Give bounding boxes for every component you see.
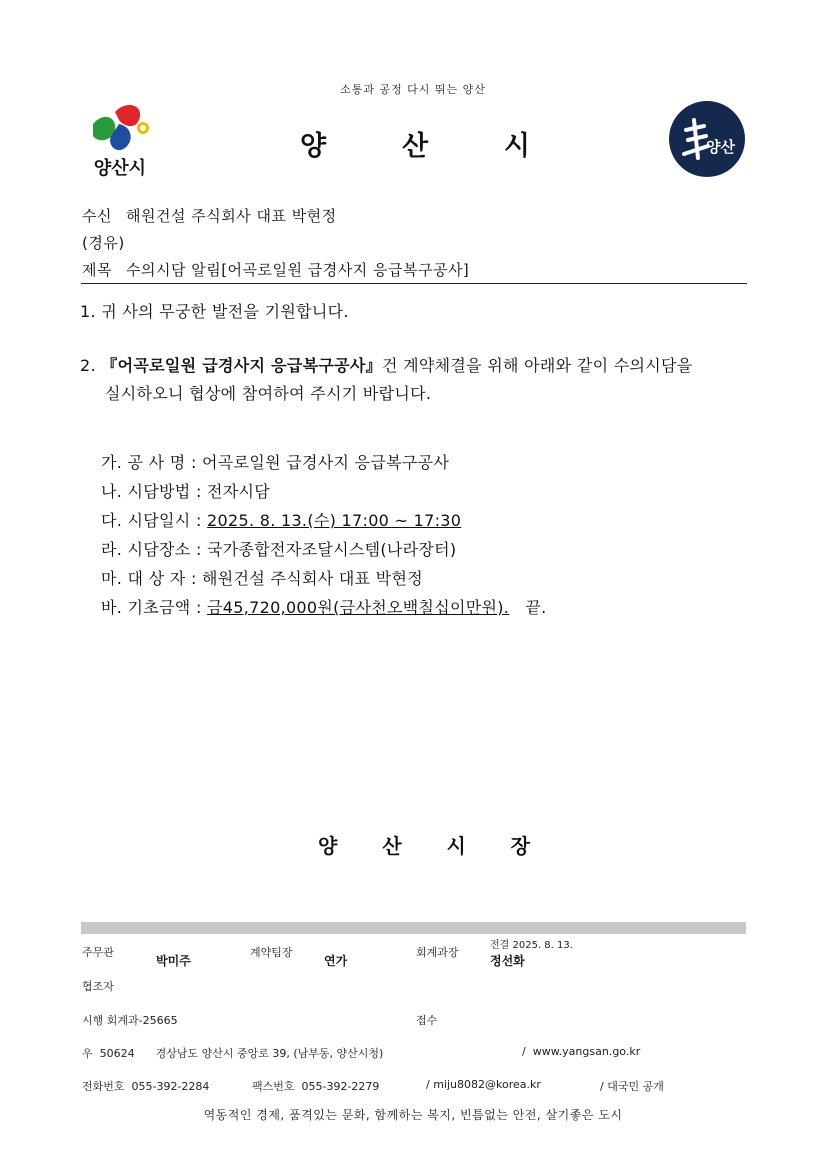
signature bbox=[318, 830, 530, 859]
section-head-label: 회계과장 bbox=[416, 946, 459, 959]
org-char: 산 bbox=[401, 131, 429, 162]
city-logo bbox=[85, 102, 157, 182]
organization-title bbox=[300, 124, 530, 163]
recipient-label: 수신 bbox=[82, 207, 112, 225]
team-lead-label: 계약팀장 bbox=[250, 946, 293, 959]
item-value: 금45,720,000원(금사천오백칠십이만원). bbox=[207, 598, 510, 617]
enforcement-number: 시행 회계과-25665 bbox=[82, 1014, 178, 1027]
item-value: 해원건설 주식회사 대표 박현정 bbox=[202, 569, 424, 588]
city-brand-emblem bbox=[668, 100, 746, 178]
sig-char: 산 bbox=[382, 834, 402, 858]
website-link[interactable]: / www.yangsan.go.kr bbox=[522, 1045, 641, 1058]
item-value: 어곡로일원 급경사지 응급복구공사 bbox=[202, 453, 450, 472]
paragraph-2-line-2: 실시하오니 협상에 참여하여 주시기 바랍니다. bbox=[105, 384, 432, 403]
list-item bbox=[101, 566, 423, 589]
item-label: 라. 시담장소 : bbox=[101, 540, 202, 559]
org-char: 시 bbox=[503, 131, 530, 162]
team-lead-name: 연가 bbox=[324, 954, 348, 968]
item-value: 2025. 8. 13.(수) 17:00 ~ 17:30 bbox=[207, 511, 462, 530]
paragraph-2 bbox=[80, 352, 750, 380]
p2-rest: 건 계약체결을 위해 아래와 같이 수의시담을 bbox=[381, 356, 693, 375]
approval-date: 전결 2025. 8. 13. bbox=[490, 940, 573, 951]
recipient-line bbox=[82, 205, 337, 226]
subject: 수의시담 알림[어곡로일원 급경사지 응급복구공사] bbox=[125, 261, 470, 279]
item-label: 나. 시담방법 : bbox=[101, 482, 202, 501]
sig-char: 시 bbox=[446, 834, 466, 858]
cooperator-label: 협조자 bbox=[82, 980, 114, 993]
p2-prefix: 2. bbox=[80, 356, 102, 375]
item-value: 국가종합전자조달시스템(나라장터) bbox=[207, 540, 457, 559]
recipient: 해원건설 주식회사 대표 박현정 bbox=[125, 207, 337, 225]
drafter-name: 박미주 bbox=[156, 954, 191, 968]
subject-line bbox=[82, 259, 469, 280]
list-item bbox=[101, 479, 270, 502]
paragraph-1: 1. 귀 사의 무궁한 발전을 기원합니다. bbox=[80, 302, 349, 321]
receipt-label: 접수 bbox=[416, 1014, 438, 1027]
subject-label: 제목 bbox=[82, 261, 112, 279]
item-value: 전자시담 bbox=[207, 482, 271, 501]
project-name: 『어곡로일원 급경사지 응급복구공사』 bbox=[101, 356, 382, 375]
section-head-name: 정선화 bbox=[490, 954, 525, 968]
header-rule bbox=[81, 283, 747, 284]
fax: 팩스번호 055-392-2279 bbox=[252, 1080, 380, 1093]
end-mark: 끝. bbox=[525, 598, 547, 617]
item-label: 바. 기초금액 : bbox=[101, 598, 202, 617]
slogan: 소통과 공정 다시 뛰는 양산 bbox=[340, 83, 486, 96]
footer-bar bbox=[81, 922, 746, 934]
list-item bbox=[101, 537, 456, 560]
via-line: (경유) bbox=[82, 234, 125, 252]
list-item bbox=[101, 595, 547, 618]
disclosure: / 대국민 공개 bbox=[600, 1080, 664, 1093]
list-item bbox=[101, 508, 461, 531]
item-label: 마. 대 상 자 : bbox=[101, 569, 197, 588]
org-char: 양 bbox=[300, 131, 327, 162]
item-label: 다. 시담일시 : bbox=[101, 511, 202, 530]
address: 우 50624 경상남도 양산시 중앙로 39, (남부동, 양산시청) bbox=[82, 1047, 384, 1060]
city-motto: 역동적인 경제, 품격있는 문화, 함께하는 복지, 빈틈없는 안전, 살기좋은 도시 bbox=[203, 1108, 623, 1122]
sig-char: 장 bbox=[510, 834, 530, 858]
sig-char: 양 bbox=[318, 834, 338, 858]
phone: 전화번호 055-392-2284 bbox=[82, 1080, 210, 1093]
list-item bbox=[101, 450, 449, 473]
item-label: 가. 공 사 명 : bbox=[101, 453, 197, 472]
drafter-label: 주무관 bbox=[82, 946, 114, 959]
emblem-text: 양산 bbox=[706, 138, 735, 156]
city-logo-text: 양산시 bbox=[93, 158, 147, 179]
email-link[interactable]: / miju8082@korea.kr bbox=[426, 1078, 541, 1091]
